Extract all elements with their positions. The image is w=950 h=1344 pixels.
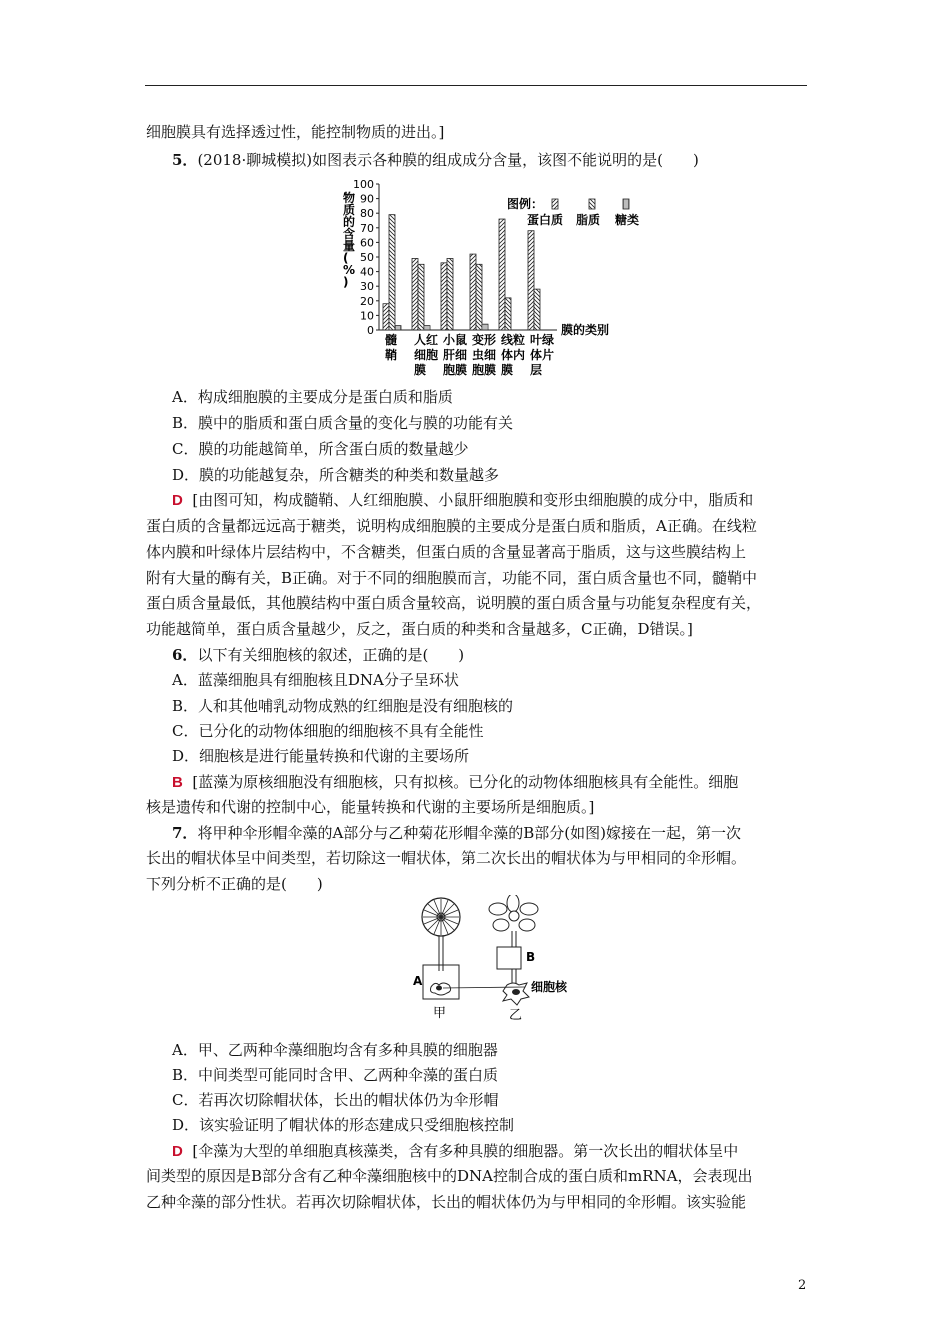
intro-line: 细胞膜具有选择透过性，能控制物质的进出。] — [146, 123, 445, 141]
lipid-bar — [505, 298, 511, 330]
protein-bar — [470, 254, 476, 330]
category-label: 髓鞘 — [385, 333, 398, 362]
q5-explanation-line: 体内膜和叶绿体片层结构中，不含糖类，但蛋白质的含量显著高于脂质，这与这些膜结构上 — [146, 543, 747, 561]
y-tick-label: 10 — [360, 309, 374, 323]
q7-explanation-line: D [伞藻为大型的单细胞真核藻类，含有多种具膜的细胞器。第一次长出的帽状体呈中 — [172, 1142, 739, 1160]
header-rule — [145, 85, 807, 86]
lipid-bar — [418, 264, 424, 330]
svg-text:物质的含量(%): 物质的含量( % ) — [343, 191, 356, 289]
sugar-bar — [395, 326, 401, 330]
q7-number: 7． — [172, 824, 198, 842]
legend — [507, 196, 639, 227]
q5-option-a: A．构成细胞膜的主要成分是蛋白质和脂质 — [172, 388, 453, 406]
category-label: 叶绿体片层 — [530, 333, 555, 377]
y-tick-label: 80 — [360, 207, 374, 221]
y-tick-label: 30 — [360, 280, 374, 294]
y-tick-label: 70 — [360, 221, 374, 235]
q6-option-b: B．人和其他哺乳动物成熟的红细胞是没有细胞核的 — [172, 697, 514, 715]
flower-cap-icon — [489, 895, 538, 931]
y-tick-label: 50 — [360, 251, 374, 264]
bars — [383, 215, 540, 330]
lipid-bar — [534, 289, 540, 330]
legend-label-sugar: 糖类 — [615, 213, 640, 227]
sugar-bar — [482, 324, 488, 330]
umbrella-cap-icon — [422, 898, 460, 936]
y-tick-label: 90 — [360, 192, 374, 206]
label-jia: 甲 — [433, 1006, 447, 1021]
category-label: 人红细胞膜 — [414, 333, 439, 377]
legend-swatch-sugar — [623, 199, 629, 209]
protein-bar — [528, 231, 534, 330]
category-label: 小鼠肝细胞膜 — [443, 333, 468, 377]
label-a: A — [413, 974, 423, 988]
part-b-box — [497, 947, 521, 969]
q6-option-a: A．蓝藻细胞具有细胞核且DNA分子呈环状 — [172, 671, 459, 689]
legend-label-lipid: 脂质 — [576, 213, 601, 227]
q5-explanation-line: 功能越简单，蛋白质含量越少，反之，蛋白质的种类和含量越多，C正确，D错误。] — [146, 620, 693, 638]
protein-bar — [499, 219, 505, 330]
q7-stem-line: 7．将甲种伞形帽伞藻的A部分与乙种菊花形帽伞藻的B部分(如图)嫁接在一起，第一次 — [172, 824, 742, 842]
y-tick-label: 0 — [367, 324, 374, 337]
q7-explanation-line: 间类型的原因是B部分含有乙种伞藻细胞核中的DNA控制合成的蛋白质和mRNA，会表现出 — [146, 1167, 753, 1185]
q6-stem: 以下有关细胞核的叙述，正确的是( ) — [197, 646, 465, 664]
q7-option-c: C．若再次切除帽状体，长出的帽状体仍为伞形帽 — [172, 1091, 499, 1109]
q5-explanation-line: 蛋白质含量最低，其他膜结构中蛋白质含量较高，说明膜的蛋白质含量与功能复杂程度有关， — [146, 594, 762, 612]
y-tick-label: 40 — [360, 265, 374, 279]
q7-explanation-line: 乙种伞藻的部分性状。若再次切除帽状体，长出的帽状体仍为与甲相同的伞形帽。该实验能 — [146, 1193, 747, 1211]
protein-bar — [412, 258, 418, 330]
q5-stem-line — [172, 150, 699, 170]
q7-stem-line: 下列分析不正确的是( ) — [146, 875, 323, 893]
q6-answer: B — [172, 774, 183, 791]
q6-explanation-line: 核是遗传和代谢的控制中心，能量转换和代谢的主要场所是细胞质。] — [146, 798, 595, 816]
category-labels — [384, 332, 554, 377]
q5-number: 5． — [172, 151, 198, 169]
category-label: 线粒体内膜 — [501, 333, 526, 377]
q5-option-b: B．膜中的脂质和蛋白质含量的变化与膜的功能有关 — [172, 414, 514, 432]
q6-option-d: D．细胞核是进行能量转换和代谢的主要场所 — [172, 747, 470, 765]
legend-swatch-protein — [552, 199, 558, 209]
y-axis-label — [343, 190, 355, 289]
protein-bar — [441, 263, 447, 330]
q5-stem: (2018·聊城模拟)如图表示各种膜的组成成分含量，该图不能说明的是( ) — [197, 151, 699, 169]
y-ticks — [353, 178, 379, 337]
label-nucleus: 细胞核 — [531, 980, 568, 994]
q7-answer: D — [172, 1143, 183, 1160]
label-yi: 乙 — [509, 1008, 523, 1023]
q5-answer: D — [172, 492, 183, 509]
category-label: 变形虫细胞膜 — [472, 333, 497, 377]
x-axis-label: 膜的类别 — [561, 323, 610, 337]
q5-option-d: D．膜的功能越复杂，所含糖类的种类和数量越多 — [172, 466, 500, 484]
q6-stem-line — [172, 645, 464, 665]
page-number: 2 — [798, 1278, 807, 1293]
legend-swatch-lipid — [589, 199, 595, 209]
y-tick-label: 100 — [353, 178, 374, 191]
label-b: B — [526, 950, 536, 964]
q5-explanation-line: 附有大量的酶有关，B正确。对于不同的细胞膜而言，功能不同，蛋白质含量也不同，髓鞘中 — [146, 569, 758, 587]
acetabularia-graft-figure — [405, 895, 585, 1025]
q5-explanation-line: 蛋白质的含量都远远高于糖类，说明构成细胞膜的主要成分是蛋白质和脂质，A正确。在线粒 — [146, 517, 757, 535]
y-tick-label: 60 — [360, 236, 374, 250]
q6-explanation-line: B [蓝藻为原核细胞没有细胞核，只有拟核。已分化的动物体细胞核具有全能性。细胞 — [172, 773, 739, 791]
y-tick-label: 20 — [360, 294, 374, 308]
sugar-bar — [424, 326, 430, 330]
q5-option-c: C．膜的功能越简单，所含蛋白质的数量越少 — [172, 440, 469, 458]
q7-stem-line: 长出的帽状体呈中间类型，若切除这一帽状体，第二次长出的帽状体为与甲相同的伞形帽。 — [146, 849, 747, 867]
q7-option-b: B．中间类型可能同时含甲、乙两种伞藻的蛋白质 — [172, 1066, 499, 1084]
protein-bar — [383, 304, 389, 330]
q6-option-c: C．已分化的动物体细胞的细胞核不具有全能性 — [172, 722, 484, 740]
legend-label-protein: 蛋白质 — [527, 213, 564, 227]
q7-option-d: D．该实验证明了帽状体的形态建成只受细胞核控制 — [172, 1116, 515, 1134]
lipid-bar — [447, 258, 453, 330]
lipid-bar — [476, 264, 482, 330]
q7-option-a: A．甲、乙两种伞藻细胞均含有多种具膜的细胞器 — [172, 1041, 498, 1059]
membrane-composition-chart — [335, 172, 665, 387]
q6-number: 6． — [172, 646, 198, 664]
lipid-bar — [389, 215, 395, 330]
legend-title: 图例： — [507, 197, 544, 211]
q5-explanation-line: D [由图可知，构成髓鞘、人红细胞膜、小鼠肝细胞膜和变形虫细胞膜的成分中，脂质和 — [172, 491, 754, 509]
